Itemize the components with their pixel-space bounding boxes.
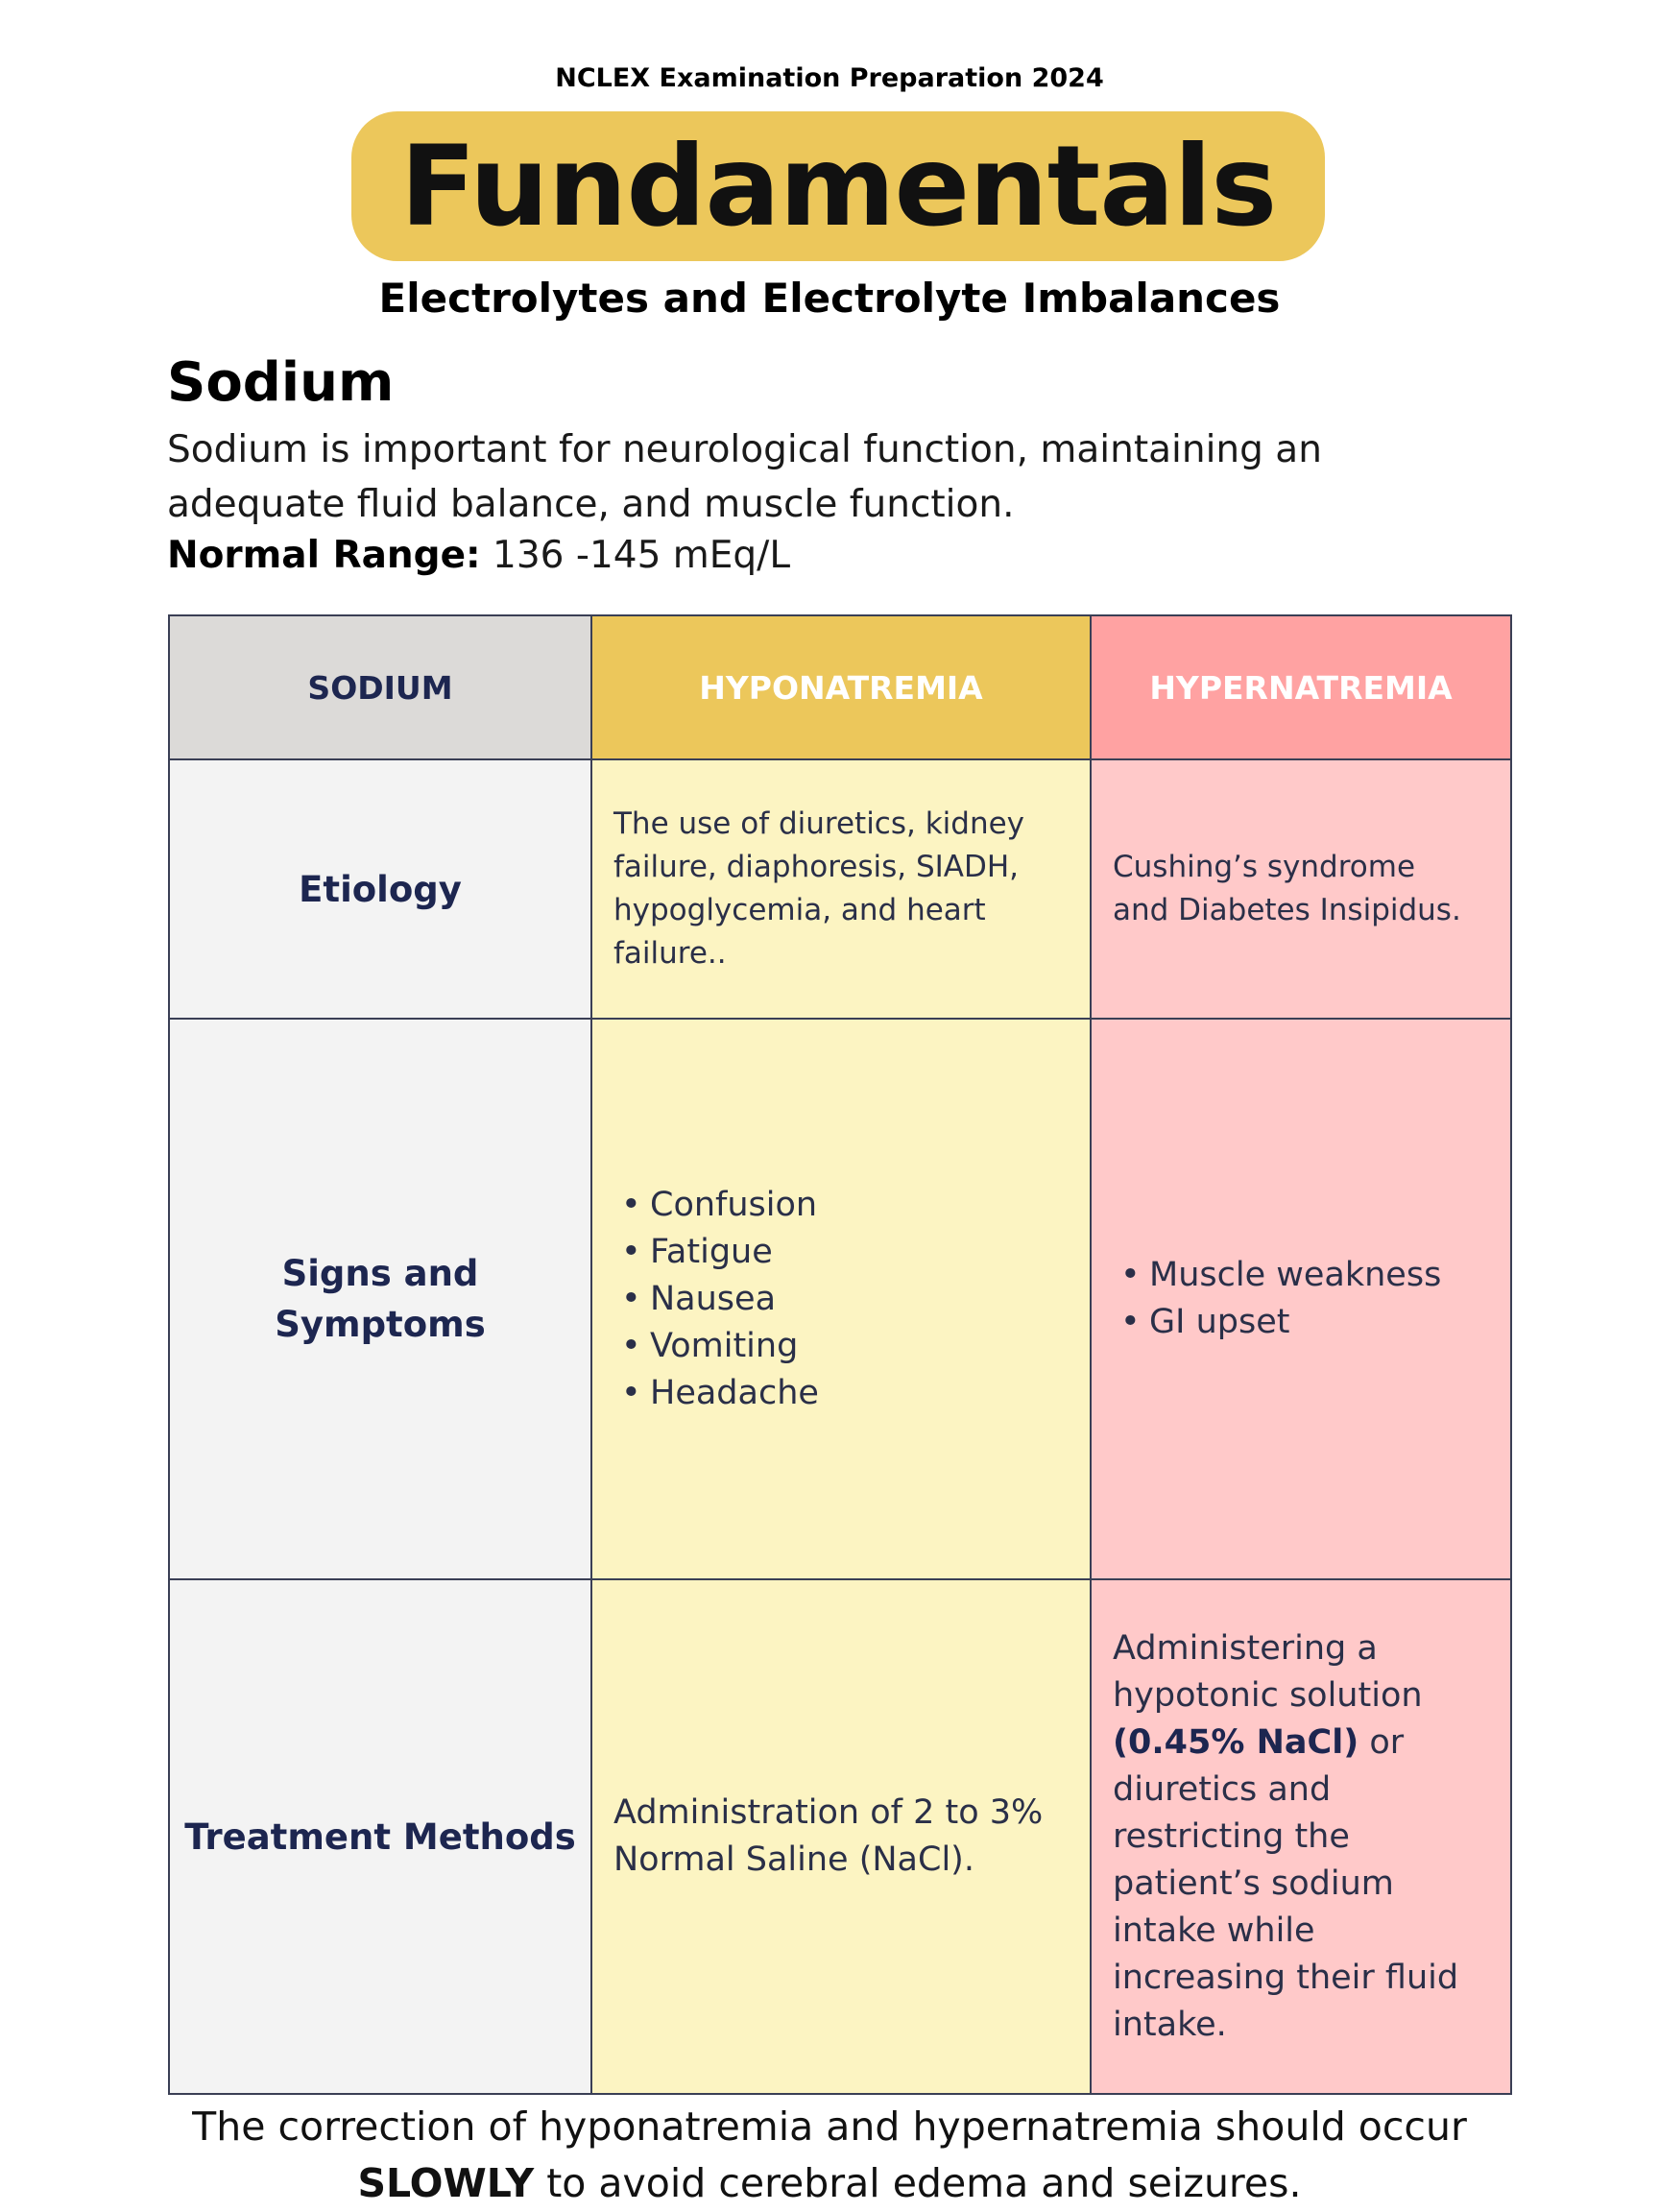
signs-hyper-list <box>1092 1252 1510 1346</box>
treatment-hyper-line: hypotonic solution <box>1113 1675 1423 1715</box>
footer-line-2 <box>0 2155 1659 2212</box>
treatment-hyper-line: increasing their fluid <box>1113 1958 1459 1997</box>
list-item: • Confusion <box>650 1182 1090 1229</box>
normal-range-value: 136 -145 mEq/L <box>480 534 791 577</box>
title-banner <box>351 111 1325 261</box>
top-caption: NCLEX Examination Preparation 2024 <box>555 63 1104 93</box>
section-heading: Sodium <box>167 351 395 414</box>
treatment-hyponatremia <box>591 1579 1091 2094</box>
etiology-hypernatremia <box>1091 759 1511 1019</box>
dosage-highlight: (0.45% NaCl) <box>1113 1722 1359 1762</box>
footer-line-2-rest: to avoid cerebral edema and seizures. <box>534 2160 1302 2206</box>
etiology-hypo-line: The use of diuretics, kidney <box>613 806 1025 841</box>
treatment-hypo-line: Normal Saline (NaCl). <box>613 1840 974 1879</box>
list-item: • Muscle weakness <box>1149 1252 1510 1299</box>
table-row-etiology <box>169 759 1511 1019</box>
table-row-treatment <box>169 1579 1511 2094</box>
etiology-hyponatremia <box>591 759 1091 1019</box>
header-hypernatremia: HYPERNATREMIA <box>1091 615 1511 759</box>
treatment-hyper-line: diuretics and <box>1113 1769 1332 1809</box>
treatment-hyper-line <box>1113 1719 1491 1767</box>
dosage-suffix: or <box>1358 1722 1405 1762</box>
footer-emphasis: SLOWLY <box>357 2160 535 2206</box>
etiology-hyper-line: and Diabetes Insipidus. <box>1113 893 1461 927</box>
signs-hyponatremia <box>591 1019 1091 1579</box>
etiology-hyper-line: Cushing’s syndrome <box>1113 850 1416 884</box>
comparison-table <box>168 614 1512 2095</box>
signs-hypernatremia <box>1091 1019 1511 1579</box>
list-item: • Nausea <box>650 1276 1090 1323</box>
treatment-hyper-line: Administering a <box>1113 1628 1378 1668</box>
etiology-hypo-line: hypoglycemia, and heart <box>613 893 986 927</box>
normal-range <box>167 534 790 577</box>
table-row-signs <box>169 1019 1511 1579</box>
treatment-hyper-line: intake while <box>1113 1911 1315 1950</box>
list-item: • Fatigue <box>650 1229 1090 1276</box>
list-item: • Vomiting <box>650 1323 1090 1370</box>
page-title: Fundamentals <box>399 121 1277 252</box>
treatment-hyper-line: intake. <box>1113 2005 1227 2044</box>
row-label-etiology: Etiology <box>169 759 591 1019</box>
list-item: • Headache <box>650 1370 1090 1417</box>
treatment-hyper-line: patient’s sodium <box>1113 1863 1394 1903</box>
table-header-row <box>169 615 1511 759</box>
normal-range-label: Normal Range: <box>167 534 481 577</box>
header-hyponatremia: HYPONATREMIA <box>591 615 1091 759</box>
footer-line-1: The correction of hyponatremia and hypernatremia should occur <box>192 2104 1467 2150</box>
intro-paragraph <box>167 422 1511 532</box>
header-sodium: SODIUM <box>169 615 591 759</box>
treatment-hypernatremia <box>1091 1579 1511 2094</box>
row-label-treatment: Treatment Methods <box>169 1579 591 2094</box>
etiology-hypo-line: failure.. <box>613 936 727 971</box>
row-label-signs <box>169 1019 591 1579</box>
treatment-hypo-line: Administration of 2 to 3% <box>613 1793 1044 1832</box>
list-item: • GI upset <box>1149 1299 1510 1346</box>
signs-label-line-1: Signs and <box>281 1253 479 1294</box>
footer-note <box>0 2099 1659 2212</box>
signs-label-line-2: Symptoms <box>275 1304 486 1345</box>
etiology-hypo-line: failure, diaphoresis, SIADH, <box>613 850 1020 884</box>
page-subtitle: Electrolytes and Electrolyte Imbalances <box>378 275 1281 322</box>
intro-line-2: adequate fluid balance, and muscle function. <box>167 483 1015 526</box>
signs-hypo-list <box>592 1182 1090 1417</box>
treatment-hyper-line: restricting the <box>1113 1816 1350 1856</box>
intro-line-1: Sodium is important for neurological function, maintaining an <box>167 428 1322 471</box>
